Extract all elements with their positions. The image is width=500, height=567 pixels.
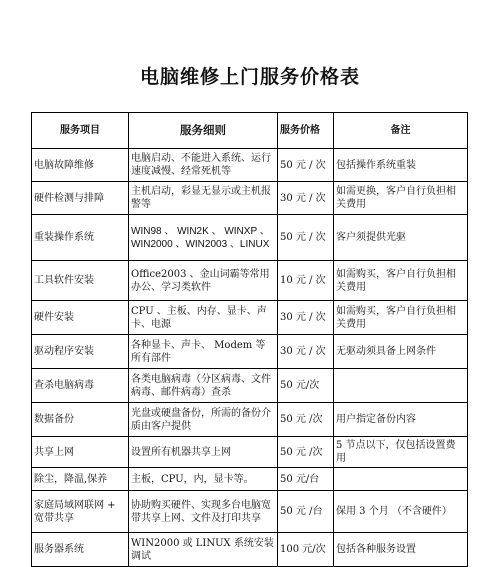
cell-detail: 电脑启动、不能进入系统、运行速度减慢、经常死机等 [129,149,278,182]
cell-price: 50 元 /台 [278,491,334,533]
cell-price: 50 元/台 [278,468,334,491]
cell-detail: 协助购买硬件、实现多台电脑宽带共享上网、文件及打印共享 [129,491,278,533]
cell-price: 50 元 / 次 [278,149,334,182]
cell-item: 工具软件安装 [32,261,129,301]
cell-note: 如需更换，客户自行负担相关费用 [334,182,468,215]
cell-price: 50 元 / 次 [278,215,334,261]
header-detail: 服务细则 [129,113,278,149]
cell-item: 重装操作系统 [32,215,129,261]
cell-note [334,468,468,491]
cell-note: 客户须提供光驱 [334,215,468,261]
cell-price: 100 元/次 [278,533,334,567]
cell-note: 包括操作系统重装 [334,149,468,182]
cell-item: 硬件安装 [32,301,129,335]
cell-detail: WIN2000 或 LINUX 系统安装调试 [129,533,278,567]
page-title: 电脑维修上门服务价格表 [139,66,360,88]
cell-note: 无驱动须具备上网条件 [334,335,468,369]
cell-item: 除尘，降温,保养 [32,468,129,491]
table-row [32,301,468,335]
cell-item: 数据备份 [32,403,129,437]
cell-price: 30 元 / 次 [278,182,334,215]
cell-item: 驱动程序安装 [32,335,129,369]
cell-note: 保用 3 个月 （不含硬件） [334,491,468,533]
cell-detail: 主机启动，彩显无显示或主机报警等 [129,182,278,215]
table-row [32,369,468,403]
cell-note: 如需购买，客户自行负担相关费用 [334,301,468,335]
cell-item: 家庭局域网联网 + 宽带共享 [32,491,129,533]
price-table [31,112,468,567]
cell-price: 50 元/次 [278,369,334,403]
table-row [32,533,468,567]
cell-detail: 各类电脑病毒（分区病毒、文件病毒、邮件病毒）查杀 [129,369,278,403]
cell-detail: 各种显卡、声卡、 Modem 等所有部件 [129,335,278,369]
cell-item: 电脑故障维修 [32,149,129,182]
cell-note: 包括各种服务设置 [334,533,468,567]
cell-price: 50 元 /次 [278,437,334,468]
table-row [32,261,468,301]
table-row [32,335,468,369]
cell-item: 服务器系统 [32,533,129,567]
cell-detail: 设置所有机器共享上网 [129,437,278,468]
table-row [32,491,468,533]
cell-note: 用户指定备份内容 [334,403,468,437]
cell-price: 30 元 / 次 [278,335,334,369]
header-row [32,113,468,149]
cell-detail: Office2003 、金山词霸等常用办公、学习类软件 [129,261,278,301]
cell-note: 如需购买，客户自行负担相关费用 [334,261,468,301]
cell-item: 硬件检测与排障 [32,182,129,215]
table-row [32,437,468,468]
header-item: 服务项目 [32,113,129,149]
cell-item: 共享上网 [32,437,129,468]
cell-detail: WIN98 、 WIN2K 、 WINXP 、WIN2000 、WIN2003 、LINUX [129,215,278,261]
cell-price: 30 元 / 次 [278,301,334,335]
cell-note: 5 节点以下，仅包括设置费用 [334,437,468,468]
cell-detail: CPU 、主板、内存、显卡、声卡、电源 [129,301,278,335]
table-row [32,182,468,215]
table-row [32,149,468,182]
table-row [32,403,468,437]
header-note: 备注 [334,113,468,149]
table-row [32,468,468,491]
header-price: 服务价格 [278,113,334,149]
cell-note [334,369,468,403]
cell-detail: 主板，CPU，内，显卡等。 [129,468,278,491]
cell-price: 10 元 / 次 [278,261,334,301]
cell-item: 查杀电脑病毒 [32,369,129,403]
table-row [32,215,468,261]
cell-detail: 光盘或硬盘备份，所需的备份介质由客户提供 [129,403,278,437]
cell-price: 50 元 /次 [278,403,334,437]
